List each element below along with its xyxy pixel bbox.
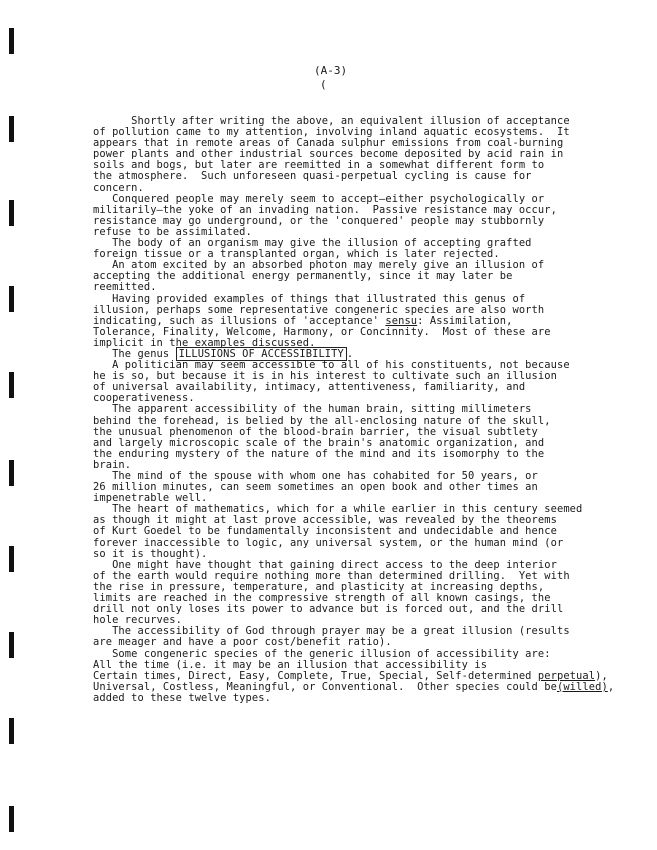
text-line: illusion, perhaps some representative congeneric species are also worth [93,303,545,316]
page-number: (A-3) [314,64,348,77]
stray-mark: ( [320,78,327,91]
text-line: accepting the additional energy permanently, since it may later be [93,270,513,283]
underlined-term: (willed) [556,680,608,693]
text-line: appears that in remote areas of Canada sulphur emissions from coal-burning [93,137,564,150]
text-line: the unusual phenomenon of the blood-brain barrier, the visual subtlety [93,425,538,438]
text-segment: The genus [93,347,176,360]
text-line: All the time (i.e. it may be an illusion that accessibility is [93,658,494,671]
text-segment: ), [595,669,608,682]
body-text [93,116,645,715]
text-line: hole recurves. [93,614,182,627]
text-line: the rise in pressure, temperature, and plasticity at increasing depths, [93,580,545,593]
text-line: and largely microscopic scale of the brain's anatomic organization, and [93,436,545,449]
binding-mark [9,372,14,398]
binding-mark [9,632,14,658]
text-line: forever inaccessible to logic, any universal system, or the human mind (or [93,536,564,549]
binding-mark [9,28,14,54]
text-line: of Kurt Goedel to be fundamentally inconsistent and undecidable and hence [93,525,557,538]
text-segment: Certain times, Direct, Easy, Complete, True, Special, Self-determined [93,669,538,682]
text-line: the atmosphere. Such unforeseen quasi-perpetual cycling is cause for [93,170,532,183]
text-line: concern. [93,181,144,194]
text-line: are meager and have a poor cost/benefit ratio). [93,636,392,649]
text-line: brain. [93,458,132,471]
text-line: soils and bogs, but later are reemitted in a somewhat different form to [93,159,545,172]
text-line: An atom excited by an absorbed photon may merely give an illusion of [93,259,545,272]
text-line: The apparent accessibility of the human brain, sitting millimeters [93,403,532,416]
boxed-genus-title: ILLUSIONS OF ACCESSIBILITY [176,347,347,361]
text-line: added to these twelve types. [93,691,271,704]
text-line: he is so, but because it is in his interest to cultivate such an illusion [93,370,557,383]
text-line: Shortly after writing the above, an equivalent illusion of acceptance [93,115,570,127]
text-line: The accessibility of God through prayer may be a great illusion (results [93,625,570,638]
text-line: of pollution came to my attention, involving inland aquatic ecosystems. It [93,126,570,139]
text-segment: , [607,680,615,693]
text-line: refuse to be assimilated. [93,225,252,238]
text-line: the enduring mystery of the nature of the mind and its isomorphy to the [93,447,545,460]
page-header [314,64,347,92]
text-line: One might have thought that gaining direct access to the deep interior [93,558,557,571]
text-segment: Universal, Costless, Meaningful, or Conventional. Other species could be [93,680,557,693]
binding-mark [9,806,14,832]
text-line: The body of an organism may give the illusion of accepting grafted [93,237,532,250]
text-line: A politician may seem accessible to all of his constituents, not because [93,359,570,372]
text-line: of universal availability, intimacy, attentiveness, familiarity, and [93,381,526,394]
text-line [93,704,645,715]
text-line: behind the forehead, is belied by the all-enclosing nature of the skull, [93,414,551,427]
underlined-term: perpetual [537,669,596,682]
binding-mark [9,460,14,486]
text-line: militarily—the yoke of an invading nation. Passive resistance may occur, [93,203,557,216]
binding-mark [9,116,14,142]
text-segment: indicating, such as illusions of 'acceptance' [93,314,386,327]
text-line: cooperativeness. [93,392,195,405]
text-line: Some congeneric species of the generic illusion of accessibility are: [93,647,551,660]
binding-mark [9,286,14,312]
text-line: 26 million minutes, can seem sometimes an open book and other times an [93,481,538,494]
binding-mark [9,546,14,572]
text-line: The mind of the spouse with whom one has cohabited for 50 years, or [93,470,538,482]
text-line: The heart of mathematics, which for a while earlier in this century seemed [93,503,583,516]
text-line: power plants and other industrial sources become deposited by acid rain in [93,148,564,161]
text-line: foreign tissue or a transplanted organ, which is later rejected. [93,248,500,261]
binding-mark [9,200,14,226]
text-line: Having provided examples of things that illustrated this genus of [93,292,526,305]
text-segment: : Assimilation, [417,314,513,327]
text-line: implicit in the examples discussed. [93,336,316,349]
text-line: of the earth would require nothing more than determined drilling. Yet with [93,569,570,582]
text-line: Tolerance, Finality, Welcome, Harmony, or Concinnity. Most of these are [93,325,551,338]
underlined-term: sensu [385,314,418,327]
text-line: reemitted. [93,281,157,294]
binding-mark [9,718,14,744]
text-line: so it is thought). [93,547,208,560]
text-line: Conquered people may merely seem to accept—either psychologically or [93,192,545,205]
text-line: as though it might at last prove accessible, was revealed by the theorems [93,514,557,527]
text-segment: . [346,347,354,360]
text-line: drill not only loses its power to advance but is forced out, and the drill [93,603,564,616]
text-line: impenetrable well. [93,492,208,505]
text-line: limits are reached in the compressive strength of all known casings, the [93,592,551,605]
text-line: resistance may go underground, or the 'conquered' people may stubbornly [93,214,545,227]
